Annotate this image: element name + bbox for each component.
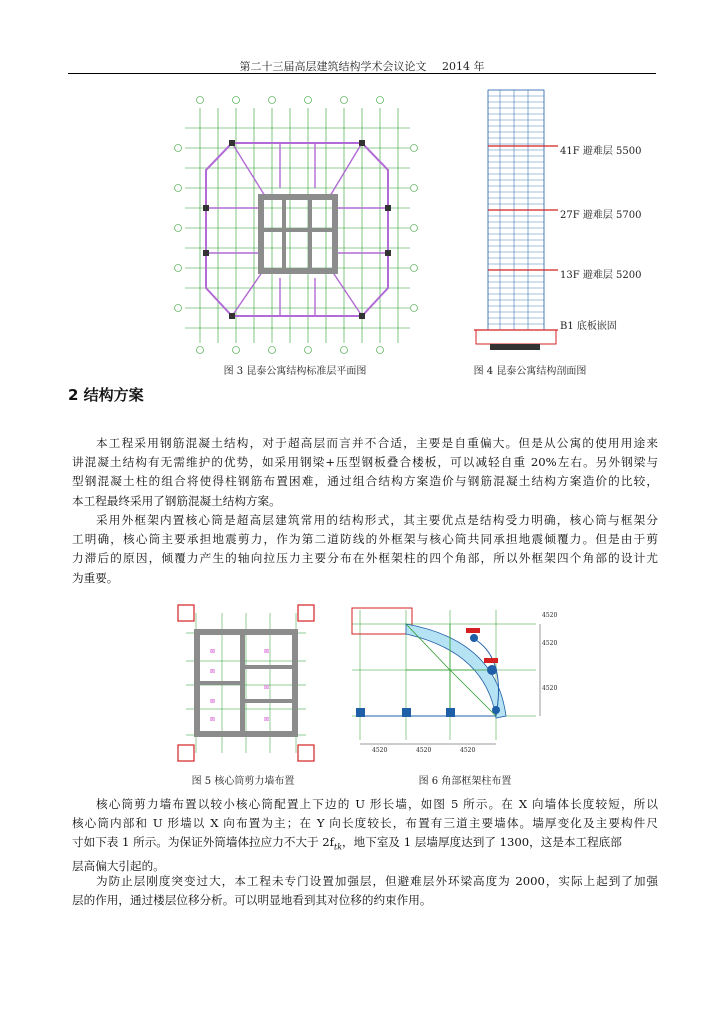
running-header [0,58,724,74]
paragraph-1 [72,434,658,511]
figure-3-caption: 图 3 昆泰公寓结构标准层平面图 [223,366,367,377]
text-line: 本工程采用钢筋混凝土结构，对于超高层而言并不合适，主要是自重偏大。但是从公寓的使用用途来 [96,436,658,450]
wall-marks [210,648,269,723]
figure-3-floor-plan [170,88,420,360]
text-line: 为防止层刚度突变过大，本工程未专门设置加强层，但避难层外环梁高度为 2000，实际上起到了加强 [96,874,658,888]
dim-right-1: 4520 [542,640,558,647]
paragraph-3 [72,795,658,876]
refuge-label-27f: 27F 避难层 5700 [560,210,642,221]
dim-right-2: 4520 [542,685,558,692]
text-line: 本工程最终采用了钢筋混凝土结构方案。 [72,493,281,508]
dim-bottom-3: 4520 [460,747,476,754]
text-line: 采用外框架内置核心筒是超高层建筑常用的结构形式，其主要优点是结构受力明确，核心筒与框架分 [96,513,658,527]
text-fragment: ，地下室及 1 层墙厚度达到了 1300，这是本工程底部 [342,835,622,850]
header-title: 第二十三届高层建筑结构学术会议论文 [239,60,427,73]
svg-text:⊠: ⊠ [210,648,216,655]
paragraph-4 [72,872,658,910]
text-line: 核心筒剪力墙布置以较小核心筒配置上下边的 U 形长墙，如图 5 所示。在 X 向墙体长度较短，所以 [96,797,658,811]
section-title: 2 结构方案 [68,386,144,404]
figure-5-caption: 图 5 核心筒剪力墙布置 [191,776,295,787]
text-line: 工明确，核心筒主要承担地震剪力，作为第二道防线的外框架与核心筒共同承担地震倾覆力。但是由于剪 [72,532,658,547]
svg-text:⊠: ⊠ [210,698,216,705]
text-line: 层高偏大引起的。 [72,858,165,873]
text-line: 讲混凝土结构有无需维护的优势，如采用钢梁+压型钢板叠合楼板，可以减轻自重 20%左右。另外钢梁与 [72,455,658,470]
text-line-with-formula [72,833,658,857]
figure-4-section [470,86,560,354]
text-line: 为重要。 [72,570,119,585]
text-line: 力滞后的原因，倾覆力产生的轴向拉压力主要分布在外框架柱的四个角部，所以外框架四个角部的设计尤 [72,551,658,566]
dim-bottom-2: 4520 [416,747,432,754]
figure-6-corner-columns [346,600,556,765]
svg-text:⊠: ⊠ [210,716,216,723]
figure-5-core-walls [176,603,316,765]
svg-text:⊠: ⊠ [264,648,270,655]
text-line: 核心筒内部和 U 形墙以 X 向布置为主；在 Y 向长度较长，布置有三道主要墙体。墙厚变化及主要构件尺 [72,816,658,831]
refuge-label-13f: 13F 避难层 5200 [560,270,642,281]
svg-text:⊠: ⊠ [264,716,270,723]
dim-right-3: 4520 [542,612,558,619]
refuge-floor-lines [474,146,558,330]
dim-bottom-1: 4520 [372,747,388,754]
header-year: 2014 年 [442,60,485,73]
header-rule [68,73,656,74]
base-label-b1: B1 底板嵌固 [560,321,617,332]
svg-text:⊠: ⊠ [264,684,270,691]
paragraph-2 [72,511,658,588]
figure-4-caption: 图 4 昆泰公寓结构剖面图 [473,366,587,377]
svg-text:⊠: ⊠ [210,668,216,675]
figure-6-caption: 图 6 角部框架柱布置 [418,776,512,787]
formula-subscript: tk [333,842,343,852]
text-fragment: 寸如下表 1 所示。为保证外筒墙体拉应力不大于 2f [72,835,334,850]
refuge-label-41f: 41F 避难层 5500 [560,146,642,157]
text-line: 层的作用，通过楼层位移分析。可以明显地看到其对位移的约束作用。 [72,893,432,908]
text-line: 型钢混凝土柱的组合将使得柱钢筋布置困难，通过组合结构方案造价与钢筋混凝土结构方案造价的比较， [72,474,658,489]
